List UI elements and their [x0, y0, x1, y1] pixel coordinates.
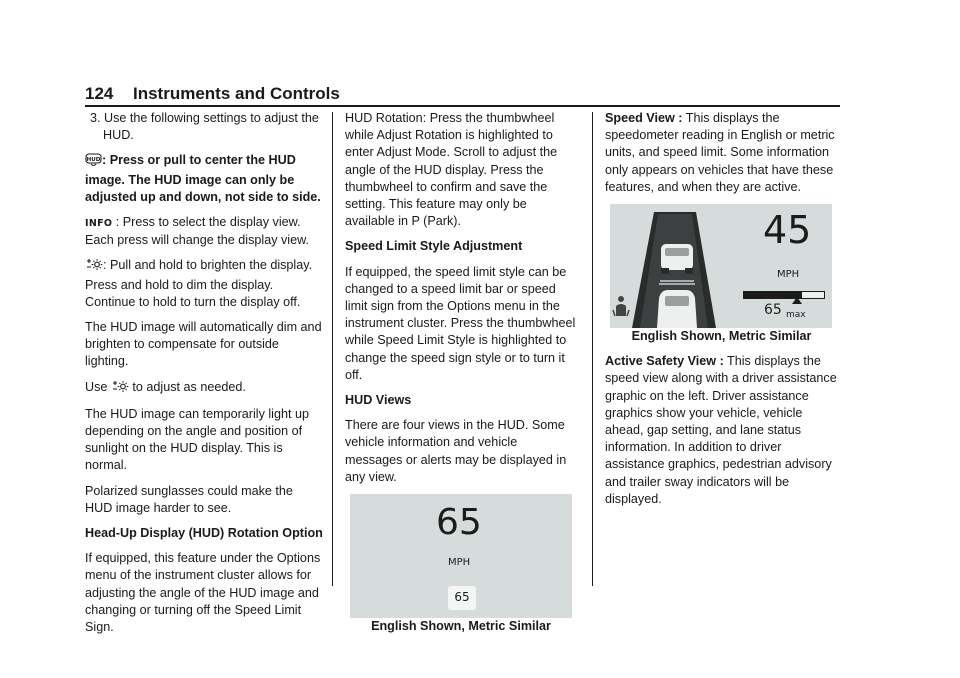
use-prefix: Use — [85, 379, 108, 394]
brightness-paragraph — [85, 257, 323, 311]
hud-description: : Press or pull to center the HUD image. The HUD image can only be adjusted up and down, not side to side. — [85, 153, 321, 204]
speed-unit: MPH — [448, 557, 471, 569]
brightness-icon — [85, 258, 103, 276]
speed-readout: 45 — [763, 208, 812, 253]
limit-marker-icon — [792, 297, 802, 304]
hud-icon — [85, 153, 102, 171]
column-1 — [85, 110, 323, 644]
use-adjust-paragraph — [85, 379, 323, 398]
temporary-light-paragraph: The HUD image can temporarily light up depending on the angle and position of sunlight on the HUD display. This is normal. — [85, 406, 309, 473]
active-safety-figure — [610, 204, 832, 328]
hud-rotation-paragraph: HUD Rotation: Press the thumbwheel while Adjust Rotation is highlighted to enter Adjust Mode. Scroll to adjust the angle of the HUD display. Press the thumbwheel to confirm and save the setting. This feature may only be available in P (Park). — [345, 111, 558, 229]
speed-limit-sign: 65 — [448, 586, 476, 610]
use-suffix: to adjust as needed. — [132, 379, 246, 394]
figure-caption-1: English Shown, Metric Similar — [371, 619, 551, 634]
hud-button-paragraph — [85, 152, 323, 206]
column-2 — [345, 110, 577, 643]
active-safety-label: Active Safety View : — [605, 354, 724, 369]
step-3: 3. Use the following settings to adjust the HUD. — [90, 111, 319, 143]
lead-vehicle-icon — [661, 244, 693, 274]
info-button-paragraph — [85, 214, 323, 249]
figure-caption-2: English Shown, Metric Similar — [631, 329, 812, 344]
active-safety-paragraph — [605, 353, 838, 508]
info-icon: INFO — [85, 218, 113, 230]
speed-view-figure-sign — [350, 494, 572, 618]
column-divider-2 — [592, 112, 593, 586]
sunglasses-paragraph: Polarized sunglasses could make the HUD image harder to see. — [85, 483, 293, 515]
speed-limit-style-paragraph: If equipped, the speed limit style can be changed to a speed limit bar or speed limit sign from the Options menu in the instrument cluster. Press the thumbwheel while Speed Limit Style is highlighted to change the speed sign style or to turn it off. — [345, 264, 576, 382]
page-header — [85, 82, 840, 106]
brightness-description: : Pull and hold to brighten the display. Press and hold to dim the display. Continue to hold to turn the display off. — [85, 258, 313, 309]
hud-views-paragraph: There are four views in the HUD. Some vehicle information and vehicle messages or alerts may be displayed in any view. — [345, 418, 567, 484]
speed-limit-style-heading: Speed Limit Style Adjustment — [345, 239, 523, 254]
speed-readout: 65 — [436, 502, 482, 544]
speed-limit-suffix: max — [786, 310, 806, 321]
rotation-paragraph: If equipped, this feature under the Options menu of the instrument cluster allows for adjusting the angle of the HUD image and changing or turning off the Speed Limit Sign. — [85, 551, 321, 635]
rotation-heading: Head-Up Display (HUD) Rotation Option — [85, 526, 323, 541]
speed-unit: MPH — [777, 269, 800, 281]
column-divider-1 — [332, 112, 333, 586]
info-description: : Press to select the display view. Each press will change the display view. — [85, 215, 310, 248]
own-vehicle-icon — [657, 290, 697, 328]
speed-view-paragraph — [605, 110, 838, 196]
pedestrian-advisory-icon — [613, 296, 629, 316]
column-3 — [605, 110, 838, 516]
svg-text:HUD: HUD — [86, 157, 101, 164]
header-rule — [85, 105, 840, 107]
speed-limit-value: 65 — [764, 302, 782, 319]
auto-dim-paragraph: The HUD image will automatically dim and brighten to compensate for outside lighting. — [85, 320, 322, 369]
speed-view-text: This displays the speedometer reading in English or metric units, and speed limit. Some information only appears on vehicles that have these features, and when they are active. — [605, 111, 835, 194]
hud-views-heading: HUD Views — [345, 393, 412, 408]
active-safety-text: This displays the speed view along with a driver assistance graphic on the left. Driver assistance graphics show your vehicle, vehicle ahead, gap setting, and lane status information. In addition to driver assistance graphics, pedestrian advisory and trailer sway indicators will be displayed. — [605, 354, 837, 506]
brightness-icon — [111, 380, 129, 398]
page-number: 124 — [85, 84, 114, 103]
section-title: Instruments and Controls — [133, 84, 340, 103]
speed-limit-bar — [743, 291, 825, 299]
speed-view-label: Speed View : — [605, 111, 683, 125]
